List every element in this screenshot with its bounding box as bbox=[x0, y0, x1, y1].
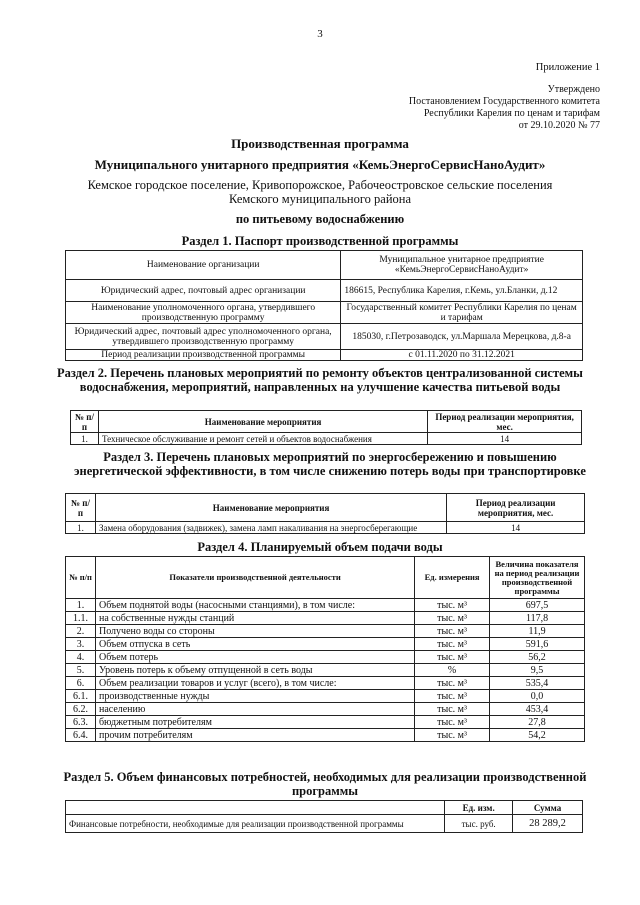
row-name: Объем поднятой воды (насосными станциями), в том числе: bbox=[95, 599, 414, 612]
table-header-row bbox=[71, 411, 582, 433]
col-num-header: № п/п bbox=[66, 557, 96, 599]
row-value: 591,6 bbox=[490, 638, 585, 651]
table-row bbox=[66, 690, 585, 703]
col-num-header: № п/п bbox=[71, 411, 99, 433]
row-num: 2. bbox=[66, 625, 96, 638]
row-period: 14 bbox=[447, 522, 585, 534]
table-row bbox=[66, 703, 585, 716]
financial-needs-table bbox=[65, 800, 583, 833]
row-num: 1. bbox=[66, 599, 96, 612]
district-line: Кемского муниципального района bbox=[228, 192, 412, 206]
row-unit: тыс. м³ bbox=[415, 625, 490, 638]
supply-type-title: по питьевому водоснабжению bbox=[235, 212, 405, 226]
approval-line-4: от 29.10.2020 № 77 bbox=[518, 120, 600, 131]
table-row bbox=[66, 302, 583, 324]
col-unit-header: Ед. изм. bbox=[445, 801, 513, 815]
col-value-header: Величина показателя на период реализации производственной программы bbox=[490, 557, 585, 599]
row-unit: тыс. м³ bbox=[415, 716, 490, 729]
table-row bbox=[66, 716, 585, 729]
table-row bbox=[66, 625, 585, 638]
table-header-row bbox=[66, 557, 585, 599]
row-value: 11,9 bbox=[490, 625, 585, 638]
table-row bbox=[71, 433, 582, 445]
passport-label: Юридический адрес, почтовый адрес уполномоченного органа, утвердившего производственную программу bbox=[66, 324, 341, 350]
row-value: 0,0 bbox=[490, 690, 585, 703]
col-num-header: № п/п bbox=[66, 494, 96, 522]
row-value: 56,2 bbox=[490, 651, 585, 664]
row-name: Уровень потерь к объему отпущенной в сеть воды bbox=[95, 664, 414, 677]
table-row bbox=[66, 599, 585, 612]
row-sum: 28 289,2 bbox=[513, 815, 583, 833]
row-value: 535,4 bbox=[490, 677, 585, 690]
passport-label: Юридический адрес, почтовый адрес организации bbox=[66, 280, 341, 302]
energy-measures-table bbox=[65, 493, 585, 534]
table-row bbox=[66, 664, 585, 677]
section1-heading: Раздел 1. Паспорт производственной программы bbox=[181, 234, 459, 248]
row-num: 1.1. bbox=[66, 612, 96, 625]
col-period-header: Период реализации мероприятия, мес. bbox=[447, 494, 585, 522]
row-name: населению bbox=[95, 703, 414, 716]
col-name-header: Наименование мероприятия bbox=[98, 411, 427, 433]
row-num: 4. bbox=[66, 651, 96, 664]
table-row bbox=[66, 612, 585, 625]
settlements-line: Кемское городское поселение, Кривопорожское, Рабочеостровское сельские поселения bbox=[87, 178, 553, 192]
row-num: 1. bbox=[71, 433, 99, 445]
row-num: 5. bbox=[66, 664, 96, 677]
row-name: на собственные нужды станций bbox=[95, 612, 414, 625]
section2-heading: Раздел 2. Перечень плановых мероприятий по ремонту объектов централизованной системы водоснабжения, мероприятий, направленных на улучшение качества питьевой воды bbox=[57, 366, 583, 394]
passport-value: с 01.11.2020 по 31.12.2021 bbox=[341, 350, 583, 361]
row-name: Замена оборудования (задвижек), замена ламп накаливания на энергосберегающие bbox=[95, 522, 446, 534]
approval-block bbox=[409, 84, 600, 132]
appendix-label: Приложение 1 bbox=[535, 62, 600, 73]
table-row bbox=[66, 324, 583, 350]
row-unit: тыс. м³ bbox=[415, 677, 490, 690]
table-header-row bbox=[66, 801, 583, 815]
row-name: производственные нужды bbox=[95, 690, 414, 703]
row-value: 697,5 bbox=[490, 599, 585, 612]
table-row bbox=[66, 677, 585, 690]
table-row bbox=[66, 350, 583, 361]
row-num: 1. bbox=[66, 522, 96, 534]
page-number: 3 bbox=[317, 28, 323, 40]
section4-heading: Раздел 4. Планируемый объем подачи воды bbox=[197, 540, 443, 554]
row-unit: тыс. м³ bbox=[415, 690, 490, 703]
row-period: 14 bbox=[428, 433, 582, 445]
passport-value: 185030, г.Петрозаводск, ул.Маршала Мерецкова, д.8-а bbox=[341, 324, 583, 350]
row-value: 54,2 bbox=[490, 729, 585, 742]
row-name: бюджетным потребителям bbox=[95, 716, 414, 729]
settlements-title bbox=[40, 178, 600, 206]
organization-title: Муниципального унитарного предприятия «КемьЭнергоСервисНаноАудит» bbox=[94, 157, 546, 172]
row-name: Получено воды со стороны bbox=[95, 625, 414, 638]
col-name-header: Показатели производственной деятельности bbox=[95, 557, 414, 599]
row-num: 6. bbox=[66, 677, 96, 690]
passport-label: Наименование организации bbox=[66, 251, 341, 280]
table-row bbox=[66, 638, 585, 651]
row-num: 6.4. bbox=[66, 729, 96, 742]
approval-line-2: Постановлением Государственного комитета bbox=[408, 96, 600, 107]
row-value: 9,5 bbox=[490, 664, 585, 677]
row-name: Объем потерь bbox=[95, 651, 414, 664]
section5-heading: Раздел 5. Объем финансовых потребностей, необходимых для реализации производственной программы bbox=[63, 770, 587, 798]
passport-value: Государственный комитет Республики Карелия по ценам и тарифам bbox=[341, 302, 583, 324]
col-name-header: Наименование мероприятия bbox=[95, 494, 446, 522]
row-value: 453,4 bbox=[490, 703, 585, 716]
row-unit: % bbox=[415, 664, 490, 677]
row-num: 6.3. bbox=[66, 716, 96, 729]
table-row bbox=[66, 522, 585, 534]
row-unit: тыс. м³ bbox=[415, 612, 490, 625]
approval-line-3: Республики Карелия по ценам и тарифам bbox=[423, 108, 600, 119]
row-unit: тыс. м³ bbox=[415, 651, 490, 664]
col-unit-header: Ед. измерения bbox=[415, 557, 490, 599]
program-title: Производственная программа bbox=[231, 136, 409, 151]
row-name: Объем отпуска в сеть bbox=[95, 638, 414, 651]
row-unit: тыс. м³ bbox=[415, 599, 490, 612]
row-unit: тыс. руб. bbox=[445, 815, 513, 833]
row-value: 117,8 bbox=[490, 612, 585, 625]
table-header-row bbox=[66, 494, 585, 522]
passport-label: Наименование уполномоченного органа, утвердившего производственную программу bbox=[66, 302, 341, 324]
row-name: Техническое обслуживание и ремонт сетей и объектов водоснабжения bbox=[98, 433, 427, 445]
table-row bbox=[66, 651, 585, 664]
row-num: 6.2. bbox=[66, 703, 96, 716]
row-unit: тыс. м³ bbox=[415, 638, 490, 651]
row-name: прочим потребителям bbox=[95, 729, 414, 742]
water-supply-table bbox=[65, 556, 585, 742]
row-unit: тыс. м³ bbox=[415, 703, 490, 716]
row-name: Объем реализации товаров и услуг (всего), в том числе: bbox=[95, 677, 414, 690]
passport-value: 186615, Республика Карелия, г.Кемь, ул.Бланки, д.12 bbox=[341, 280, 583, 302]
row-unit: тыс. м³ bbox=[415, 729, 490, 742]
row-num: 3. bbox=[66, 638, 96, 651]
col-period-header: Период реализации мероприятия, мес. bbox=[428, 411, 582, 433]
row-num: 6.1. bbox=[66, 690, 96, 703]
passport-value: Муниципальное унитарное предприятие «КемьЭнергоСервисНаноАудит» bbox=[341, 251, 583, 280]
repair-measures-table bbox=[70, 410, 582, 445]
table-row bbox=[66, 815, 583, 833]
table-row bbox=[66, 729, 585, 742]
table-row bbox=[66, 280, 583, 302]
row-value: 27,8 bbox=[490, 716, 585, 729]
empty-header-cell bbox=[66, 801, 445, 815]
col-sum-header: Сумма bbox=[513, 801, 583, 815]
section3-heading: Раздел 3. Перечень плановых мероприятий по энергосбережению и повышению энергетической эффективности, в том числе снижению потерь воды при транспортировке bbox=[74, 450, 586, 478]
row-name: Финансовые потребности, необходимые для реализации производственной программы bbox=[66, 815, 445, 833]
table-row bbox=[66, 251, 583, 280]
approval-line-1: Утверждено bbox=[547, 84, 600, 95]
passport-table bbox=[65, 250, 583, 361]
passport-label: Период реализации производственной программы bbox=[66, 350, 341, 361]
